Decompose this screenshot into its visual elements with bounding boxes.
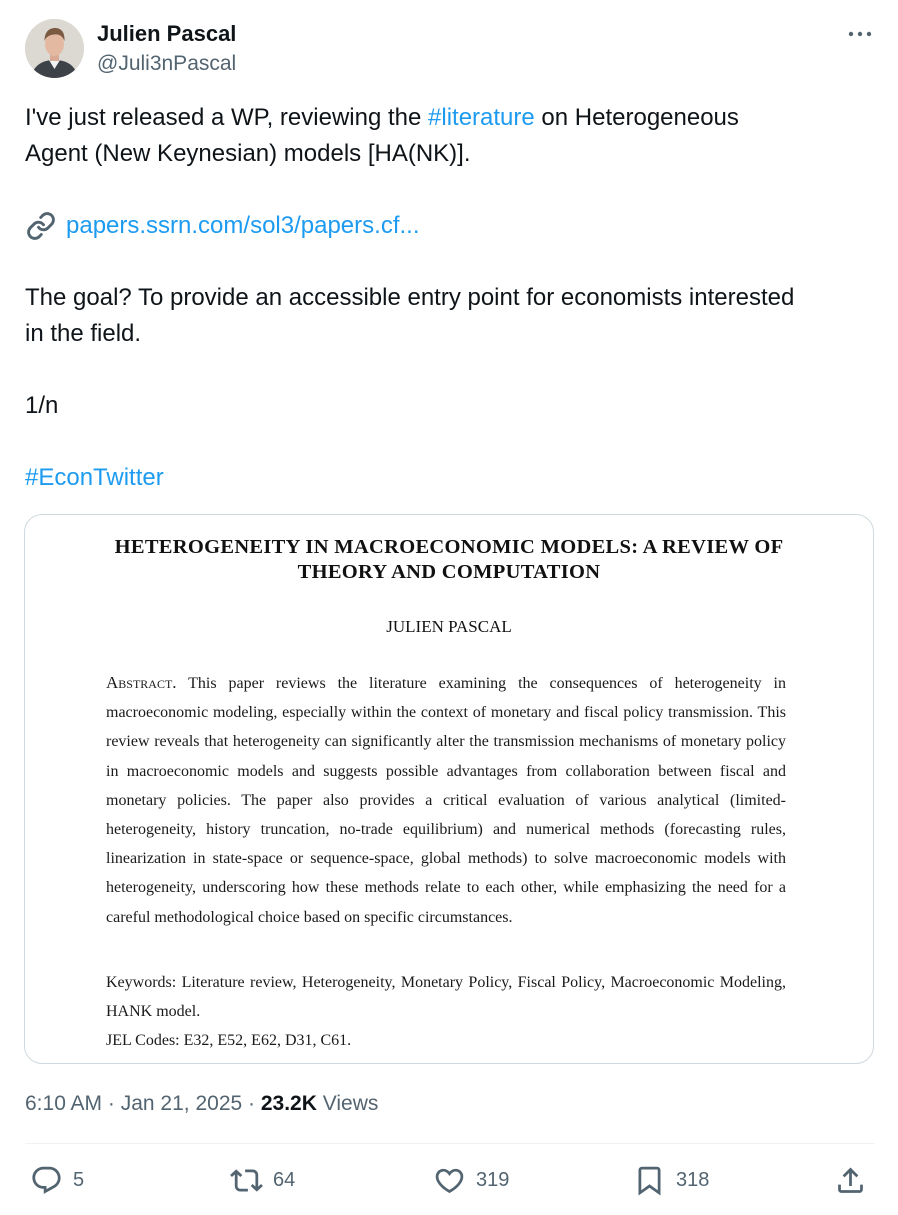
like-count: 319 — [476, 1168, 510, 1191]
bookmark-button[interactable] — [633, 1163, 709, 1197]
paper-author: JULIEN PASCAL — [386, 617, 512, 636]
paper-jel-codes: JEL Codes: E32, E52, E62, D31, C61. — [106, 1032, 352, 1049]
abstract-body: This paper reviews the literature examining the consequences of heterogeneity in macroeconomic modeling, especially within the context of monetary and fiscal policy transmission. This review reveals that heterogeneity can significantly alter the transmission mechanisms of monetary policy in macroeconomic models and suggests possible advantages from collaboration between fiscal and monetary policies. The paper also provides a critical evaluation of various analytical (limited-heterogeneity, history truncation, no-trade equilibrium) and numerical methods (forecasting rules, linearization in state-space or sequence-space, global methods) to solve macroeconomic models with heterogeneity, underscoring how these methods relate to each other, while emphasizing the need for a careful methodological choice based on specific circumstances. — [106, 675, 786, 926]
tweet-text-segment: Agent (New Keynesian) models [HA(NK)]. — [25, 140, 471, 167]
link-icon — [26, 211, 56, 241]
reply-icon — [30, 1164, 63, 1197]
paper-url-link[interactable]: papers.ssrn.com/sol3/papers.cf... — [66, 212, 420, 239]
tweet-paragraph-goal — [25, 280, 875, 352]
repost-button[interactable] — [230, 1163, 295, 1197]
thread-marker: 1/n — [25, 392, 59, 419]
views-count: 23.2K — [260, 1092, 317, 1115]
avatar-photo-icon — [25, 19, 84, 78]
paper-abstract — [106, 668, 786, 932]
repost-icon — [230, 1164, 263, 1197]
more-options-button[interactable] — [840, 20, 880, 48]
paper-title-line: THEORY AND COMPUTATION — [297, 561, 601, 583]
hashtag-econtwitter-link[interactable]: #EconTwitter — [25, 464, 164, 491]
heart-icon — [433, 1164, 466, 1197]
hashtag-literature-link[interactable]: #literature — [428, 104, 535, 131]
share-icon — [834, 1164, 867, 1197]
author-display-name[interactable]: Julien Pascal — [97, 21, 237, 46]
views-label: Views — [316, 1092, 379, 1115]
tweet-url-line — [25, 208, 875, 244]
author-avatar[interactable] — [25, 19, 84, 78]
tweet-text-segment: in the field. — [25, 320, 142, 347]
bookmark-icon — [633, 1164, 666, 1197]
tweet-paragraph-1 — [25, 100, 875, 172]
reply-button[interactable] — [30, 1163, 84, 1197]
paper-title — [25, 535, 873, 585]
like-button[interactable] — [433, 1163, 509, 1197]
share-button[interactable] — [834, 1163, 867, 1197]
tweet-text-segment: The goal? To provide an accessible entry point for economists interested — [25, 284, 795, 311]
tweet-metadata — [25, 1090, 378, 1118]
paper-title-line: HETEROGENEITY IN MACROECONOMIC MODELS: A REVIEW OF — [114, 536, 784, 558]
tweet-text-segment: on Heterogeneous — [534, 104, 739, 131]
tweet-date[interactable]: Jan 21, 2025 — [120, 1092, 243, 1115]
tweet-text-segment: I've just released a WP, reviewing the — [25, 104, 429, 131]
abstract-heading: Abstract. — [106, 673, 177, 692]
divider — [25, 1143, 875, 1144]
tweet-time[interactable]: 6:10 AM — [25, 1092, 103, 1115]
reply-count: 5 — [73, 1168, 85, 1191]
meta-separator: · — [102, 1092, 121, 1115]
tweet-text — [25, 100, 875, 496]
paper-keywords: Keywords: Literature review, Heterogeneity, Monetary Policy, Fiscal Policy, Macroeconomic Modeling, HANK model. — [106, 974, 786, 1020]
paper-image-card[interactable] — [24, 514, 874, 1064]
bookmark-count: 318 — [676, 1168, 710, 1191]
more-dots-icon — [848, 30, 872, 38]
meta-separator: · — [242, 1092, 261, 1115]
author-handle[interactable]: @Juli3nPascal — [97, 52, 237, 75]
repost-count: 64 — [273, 1168, 296, 1191]
